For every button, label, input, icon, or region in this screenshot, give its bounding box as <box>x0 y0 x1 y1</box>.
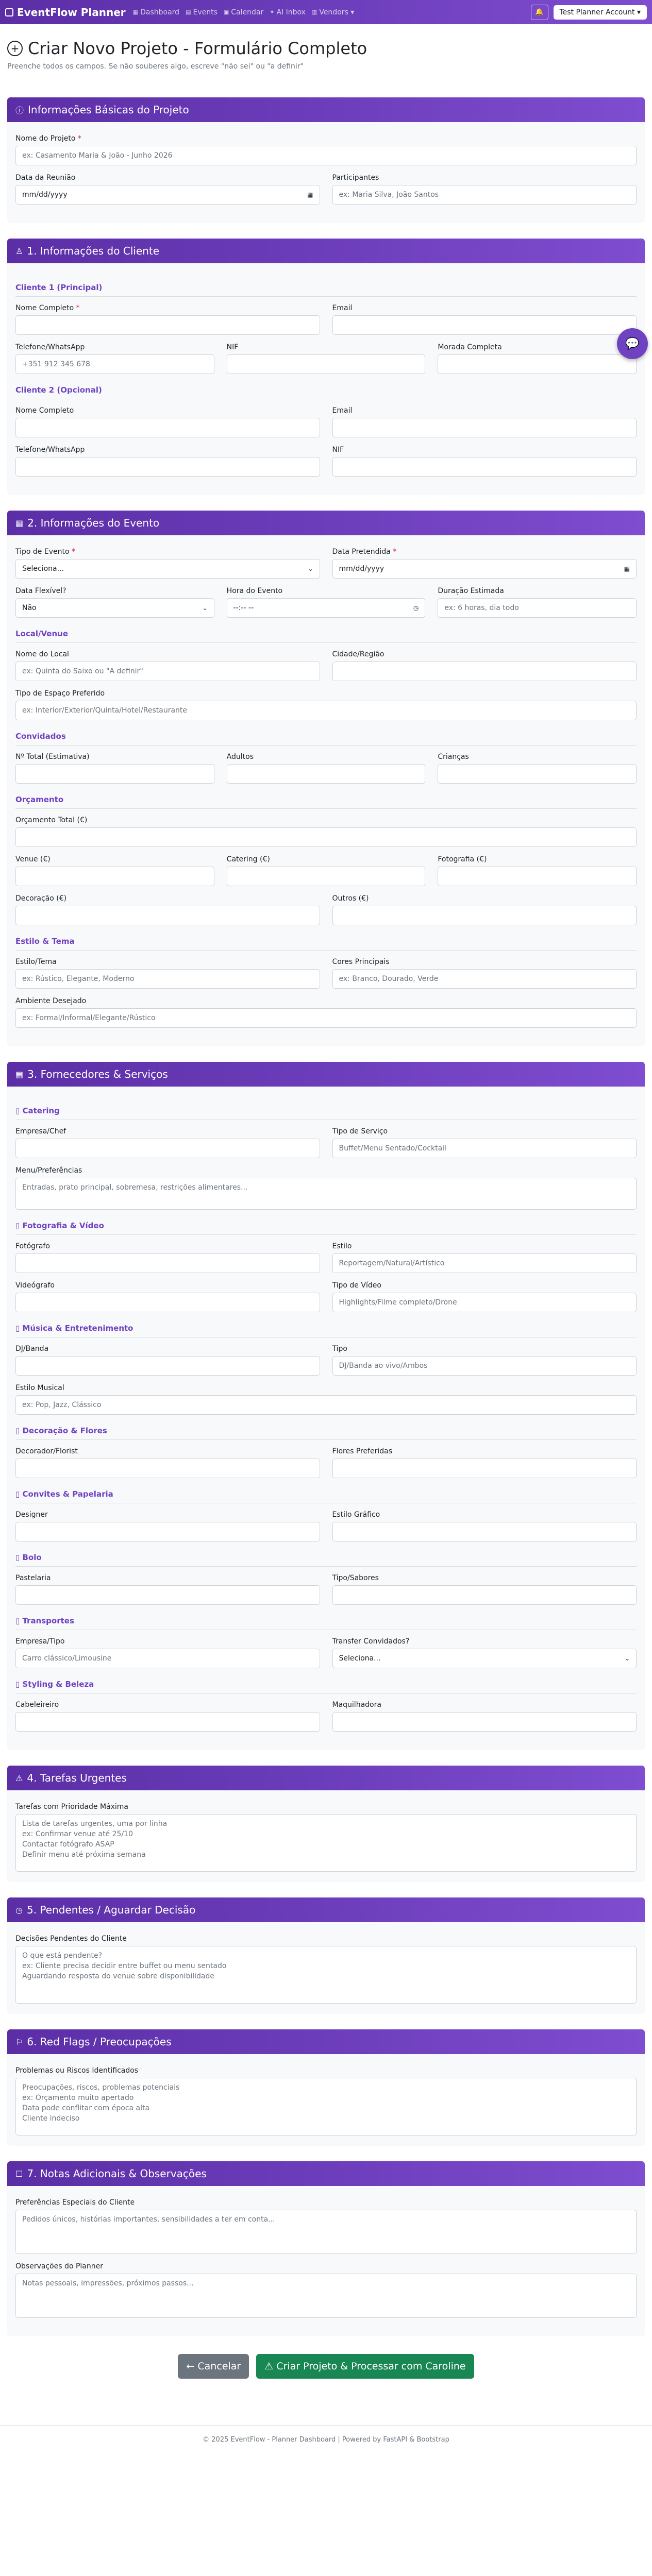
pending-decisions-textarea[interactable]: O que está pendente? ex: Cliente precisa decidir entre buffet ou menu sentado Aguardando resposta do venue sobre disponibilidade <box>15 1946 637 2004</box>
children-input[interactable] <box>438 764 637 784</box>
field-label: Orçamento Total (€) <box>15 816 88 824</box>
music-type-input[interactable]: DJ/Banda ao vivo/Ambos <box>332 1356 637 1376</box>
top-navbar <box>0 0 652 24</box>
total-budget-input[interactable] <box>15 827 637 847</box>
field-label: Venue (€) <box>15 855 51 863</box>
events-icon: ▤ <box>186 9 191 15</box>
section-title: ▯ Convites & Papelaria <box>15 1489 637 1503</box>
field-label: Tipo de Evento * <box>15 548 75 556</box>
client-preferences-textarea[interactable]: Pedidos únicos, histórias importantes, sensibilidades a ter em conta... <box>15 2210 637 2254</box>
field-label: Telefone/WhatsApp <box>15 446 85 454</box>
field-label: Tipo de Serviço <box>332 1127 388 1136</box>
client1-email-input[interactable] <box>332 315 637 335</box>
chevron-down-icon: ⌄ <box>308 565 313 572</box>
city-input[interactable] <box>332 662 637 681</box>
field-label: Estilo <box>332 1242 352 1250</box>
chevron-down-icon: ⌄ <box>202 604 208 612</box>
clock-icon: ◷ <box>413 604 419 612</box>
field-label: Fotografia (€) <box>438 855 487 863</box>
field-label: Videógrafo <box>15 1281 55 1290</box>
participants-input[interactable]: ex: Maria Silva, João Santos <box>332 185 637 205</box>
flexible-date-select[interactable]: Não ⌄ <box>15 598 214 618</box>
field-label: Pastelaria <box>15 1574 51 1582</box>
catering-budget-input[interactable] <box>227 867 426 886</box>
section-title: ▯ Styling & Beleza <box>15 1680 637 1693</box>
card-header: ⓘ Informações Básicas do Projeto <box>7 97 645 122</box>
client2-email-input[interactable] <box>332 418 637 437</box>
service-type-input[interactable]: Buffet/Menu Sentado/Cocktail <box>332 1139 637 1158</box>
event-date-input[interactable]: mm/dd/yyyy ▦ <box>332 559 637 579</box>
photographer-input[interactable] <box>15 1253 320 1273</box>
nav-vendors[interactable]: ▥ Vendors ▾ <box>311 8 355 16</box>
section-title: ▯ Música & Entretenimento <box>15 1324 637 1337</box>
chat-icon[interactable]: 💬 <box>617 328 648 359</box>
florist-input[interactable] <box>15 1459 320 1478</box>
event-type-select[interactable]: Seleciona... ⌄ <box>15 559 320 579</box>
field-label: Tipo de Espaço Preferido <box>15 689 105 698</box>
notes-card <box>7 2161 645 2336</box>
music-style-input[interactable]: ex: Pop, Jazz, Clássico <box>15 1395 637 1415</box>
risks-textarea[interactable]: Preocupações, riscos, problemas potenciais ex: Orçamento muito apertado Data pode conflitar com época alta Cliente indeciso <box>15 2078 637 2136</box>
field-label: Telefone/WhatsApp <box>15 343 85 351</box>
info-icon: ⓘ <box>15 105 24 115</box>
video-type-input[interactable]: Highlights/Filme completo/Drone <box>332 1293 637 1312</box>
field-label: Email <box>332 304 353 312</box>
makeup-input[interactable] <box>332 1712 637 1732</box>
card-header: ⚠ 4. Tarefas Urgentes <box>7 1766 645 1790</box>
client1-name-input[interactable] <box>15 315 320 335</box>
field-label: Empresa/Chef <box>15 1127 66 1136</box>
menu-textarea[interactable]: Entradas, prato principal, sobremesa, restrições alimentares... <box>15 1178 637 1210</box>
guest-transfer-select[interactable]: Seleciona... ⌄ <box>332 1649 637 1668</box>
venue-budget-input[interactable] <box>15 867 214 886</box>
nav-dashboard[interactable]: ▦ Dashboard <box>132 8 180 16</box>
nav-events[interactable]: ▤ Events <box>186 8 218 16</box>
section-title: ▯ Catering <box>15 1106 637 1120</box>
field-label: Problemas ou Riscos Identificados <box>15 2066 139 2075</box>
user-icon: ♙ <box>15 246 23 256</box>
card-header: ◷ 5. Pendentes / Aguardar Decisão <box>7 1897 645 1922</box>
client1-address-input[interactable] <box>438 354 637 374</box>
nav-ai-inbox[interactable]: ✦ AI Inbox <box>270 8 306 16</box>
hairdresser-input[interactable] <box>15 1712 320 1732</box>
event-info-card <box>7 511 645 1046</box>
pending-card <box>7 1897 645 2014</box>
field-label: NIF <box>332 446 344 454</box>
clock-icon: ◷ <box>15 1905 23 1915</box>
calendar-icon: ▦ <box>307 191 313 198</box>
section-title: ▯ Bolo <box>15 1553 637 1567</box>
field-label: Fotógrafo <box>15 1242 50 1250</box>
note-icon: ☐ <box>15 2168 23 2179</box>
field-label: Adultos <box>226 753 254 761</box>
photo-budget-input[interactable] <box>438 867 637 886</box>
field-label: Duração Estimada <box>438 587 504 595</box>
ambience-input[interactable]: ex: Formal/Informal/Elegante/Rústico <box>15 1008 637 1028</box>
page-title: + Criar Novo Projeto - Formulário Completo <box>7 39 645 58</box>
field-label: Empresa/Tipo <box>15 1637 65 1646</box>
field-label: Catering (€) <box>226 855 270 863</box>
shop-icon: ▦ <box>15 1069 24 1079</box>
field-label: Cabeleireiro <box>15 1701 59 1709</box>
field-label: Participantes <box>332 174 379 182</box>
brand[interactable]: EventFlow Planner <box>5 6 126 19</box>
section-title: Cliente 1 (Principal) <box>15 283 637 297</box>
field-label: Transfer Convidados? <box>332 1637 410 1646</box>
client2-phone-input[interactable] <box>15 457 320 477</box>
field-label: Email <box>332 406 353 415</box>
pastry-input[interactable] <box>15 1585 320 1605</box>
calendar-icon <box>5 8 13 16</box>
field-label: Tipo <box>332 1345 347 1353</box>
red-flags-card <box>7 2029 645 2146</box>
calendar-icon: ▦ <box>624 565 630 572</box>
card-header: ▦ 2. Informações do Evento <box>7 511 645 535</box>
decoration-budget-input[interactable] <box>15 906 320 925</box>
client-info-card <box>7 239 645 495</box>
field-label: Cidade/Região <box>332 650 384 658</box>
photo-style-input[interactable]: Reportagem/Natural/Artístico <box>332 1253 637 1273</box>
total-guests-input[interactable] <box>15 764 214 784</box>
dashboard-icon: ▦ <box>132 9 139 15</box>
cancel-button[interactable]: ← Cancelar <box>178 2354 249 2379</box>
field-label: Maquilhadora <box>332 1701 381 1709</box>
section-title: Orçamento <box>15 795 637 809</box>
style-input[interactable]: ex: Rústico, Elegante, Moderno <box>15 969 320 989</box>
section-title: ▯ Transportes <box>15 1616 637 1630</box>
section-title: Cliente 2 (Opcional) <box>15 385 637 399</box>
field-label: Preferências Especiais do Cliente <box>15 2198 135 2207</box>
field-label: Decoração (€) <box>15 894 67 903</box>
section-title: ▯ Fotografia & Vídeo <box>15 1221 637 1235</box>
field-label: Data da Reunião <box>15 174 76 182</box>
nav-calendar[interactable]: ▣ Calendar <box>223 8 264 16</box>
space-type-input[interactable]: ex: Interior/Exterior/Quinta/Hotel/Restaurante <box>15 701 637 720</box>
section-title: Local/Venue <box>15 629 637 643</box>
warning-icon: ⚠ <box>15 1773 23 1783</box>
urgent-tasks-textarea[interactable]: Lista de tarefas urgentes, uma por linha ex: Confirmar venue até 25/10 Contactar fotógrafo ASAP Definir menu até próxima semana <box>15 1814 637 1872</box>
designer-input[interactable] <box>15 1522 320 1541</box>
field-label: Decisões Pendentes do Cliente <box>15 1935 127 1943</box>
field-label: Tipo de Vídeo <box>332 1281 381 1290</box>
field-label: Estilo/Tema <box>15 958 57 966</box>
field-label: Tarefas com Prioridade Máxima <box>15 1803 128 1811</box>
field-label: Nome Completo <box>15 406 74 415</box>
cake-flavor-input[interactable] <box>332 1585 637 1605</box>
planner-notes-textarea[interactable]: Notas pessoais, impressões, próximos passos... <box>15 2274 637 2318</box>
field-label: Nome Completo * <box>15 304 80 312</box>
field-label: Flores Preferidas <box>332 1447 393 1455</box>
client1-nif-input[interactable] <box>227 354 426 374</box>
field-label: NIF <box>226 343 239 351</box>
venue-name-input[interactable]: ex: Quinta do Saixo ou "A definir" <box>15 662 320 681</box>
field-label: Observações do Planner <box>15 2262 103 2270</box>
card-header: ♙ 1. Informações do Cliente <box>7 239 645 263</box>
section-title: Convidados <box>15 732 637 745</box>
flowers-input[interactable] <box>332 1459 637 1478</box>
client1-phone-input[interactable]: +351 912 345 678 <box>15 354 214 374</box>
form-actions <box>7 2354 645 2379</box>
basic-info-card <box>7 97 645 223</box>
field-label: Data Flexível? <box>15 587 66 595</box>
card-header: ▦ 3. Fornecedores & Serviços <box>7 1062 645 1087</box>
adults-input[interactable] <box>227 764 426 784</box>
field-label: DJ/Banda <box>15 1345 49 1353</box>
field-label: Estilo Gráfico <box>332 1511 380 1519</box>
chevron-down-icon: ⌄ <box>624 1655 630 1662</box>
field-label: Crianças <box>438 753 469 761</box>
transport-company-input[interactable]: Carro clássico/Limousine <box>15 1649 320 1668</box>
sparkle-icon: ✦ <box>270 9 275 15</box>
tasks-card <box>7 1766 645 1882</box>
submit-button[interactable]: ⚠ Criar Projeto & Processar com Caroline <box>256 2354 474 2379</box>
field-label: Nome do Projeto * <box>15 134 81 143</box>
section-title: ▯ Decoração & Flores <box>15 1426 637 1440</box>
plus-circle-icon: + <box>7 41 23 56</box>
other-budget-input[interactable] <box>332 906 637 925</box>
meeting-date-input[interactable]: mm/dd/yyyy ▦ <box>15 185 320 205</box>
field-label: Data Pretendida * <box>332 548 397 556</box>
field-label: Estilo Musical <box>15 1384 64 1392</box>
field-label: Cores Principais <box>332 958 390 966</box>
vendors-icon: ▥ <box>311 9 317 15</box>
field-label: Nome do Local <box>15 650 69 658</box>
field-label: Nº Total (Estimativa) <box>15 753 90 761</box>
field-label: Designer <box>15 1511 48 1519</box>
calendar-icon: ▦ <box>15 518 24 528</box>
client2-nif-input[interactable] <box>332 457 637 477</box>
footer: © 2025 EventFlow - Planner Dashboard | Powered by FastAPI & Bootstrap <box>0 2425 652 2461</box>
videographer-input[interactable] <box>15 1293 320 1312</box>
field-label: Menu/Preferências <box>15 1166 82 1175</box>
vendors-card <box>7 1062 645 1750</box>
duration-input[interactable]: ex: 6 horas, dia todo <box>438 598 637 618</box>
flag-icon: ⚐ <box>15 2037 23 2047</box>
bell-icon[interactable]: 🔔 <box>531 5 548 20</box>
catering-company-input[interactable] <box>15 1139 320 1158</box>
calendar-icon: ▣ <box>223 9 229 15</box>
field-label: Decorador/Florist <box>15 1447 78 1455</box>
field-label: Ambiente Desejado <box>15 997 87 1005</box>
client2-name-input[interactable] <box>15 418 320 437</box>
card-header: ☐ 7. Notas Adicionais & Observações <box>7 2161 645 2186</box>
section-title: Estilo & Tema <box>15 937 637 951</box>
event-time-input[interactable]: --:-- -- ◷ <box>227 598 426 618</box>
dj-band-input[interactable] <box>15 1356 320 1376</box>
field-label: Outros (€) <box>332 894 369 903</box>
account-dropdown[interactable]: Test Planner Account ▾ <box>554 5 647 20</box>
project-name-input[interactable]: ex: Casamento Maria & João - Junho 2026 <box>15 146 637 165</box>
colors-input[interactable]: ex: Branco, Dourado, Verde <box>332 969 637 989</box>
field-label: Tipo/Sabores <box>332 1574 379 1582</box>
field-label: Hora do Evento <box>226 587 283 595</box>
field-label: Morada Completa <box>438 343 502 351</box>
graphic-style-input[interactable] <box>332 1522 637 1541</box>
card-header: ⚐ 6. Red Flags / Preocupações <box>7 2029 645 2054</box>
page-subtitle: Preenche todos os campos. Se não souberes algo, escreve "não sei" ou "a definir" <box>7 62 304 71</box>
